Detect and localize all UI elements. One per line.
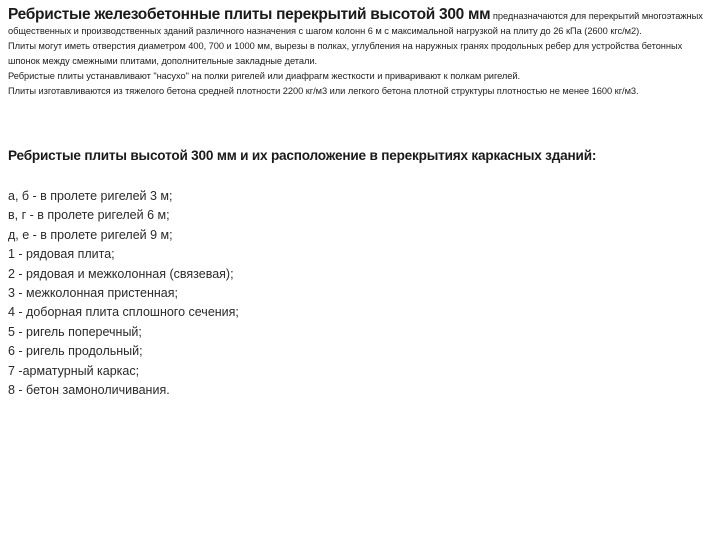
legend-item: 7 -арматурный каркас; [8,363,140,378]
figure-legend-list [8,187,239,400]
legend-item: 8 - бетон замоноличивания. [8,383,170,398]
section-heading: Ребристые плиты высотой 300 мм и их расположение в перекрытиях каркасных зданий: [8,148,597,163]
legend-item: в, г - в пролете ригелей 6 м; [8,208,170,223]
intro-paragraph-lead [8,8,712,39]
intro-paragraph-materials: Плиты изготавливаются из тяжелого бетона средней плотности 2200 кг/м3 или легкого бетона плотной структуры плотностью не менее 1600 кг/м3. [8,85,639,96]
legend-item: а, б - в пролете ригелей 3 м; [8,189,173,203]
legend-item: 6 - ригель продольный; [8,344,143,359]
document-title: Ребристые железобетонные плиты перекрытий высотой 300 мм [8,6,491,23]
legend-item: 2 - рядовая и межколонная (связевая); [8,266,234,281]
legend-item: 5 - ригель поперечный; [8,324,142,339]
legend-item: 4 - доборная плита сплошного сечения; [8,305,239,320]
legend-item: 1 - рядовая плита; [8,247,115,262]
legend-item: д, е - в пролете ригелей 9 м; [8,227,173,242]
intro-paragraph-installation: Ребристые плиты устанавливают "насухо" на полки ригелей или диафрагм жесткости и приваривают к полкам ригелей. [8,70,521,81]
legend-item: 3 - межколонная пристенная; [8,286,178,301]
intro-text-block [8,8,712,98]
intro-paragraph-openings: Плиты могут иметь отверстия диаметром 400, 700 и 1000 мм, вырезы в полках, углубления на наружных гранях продольных ребер для устройства бетонных шпонок между смежными плитами, дополнительные закладные детали. [8,40,683,66]
intro-lead-text: предназначаются для перекрытий многоэтажных общественных и производственных зданий различного назначения с шагом колонн 6 м с максимальной нагрузкой на плиту до 26 кПа (2600 кгс/м2). [8,11,703,36]
